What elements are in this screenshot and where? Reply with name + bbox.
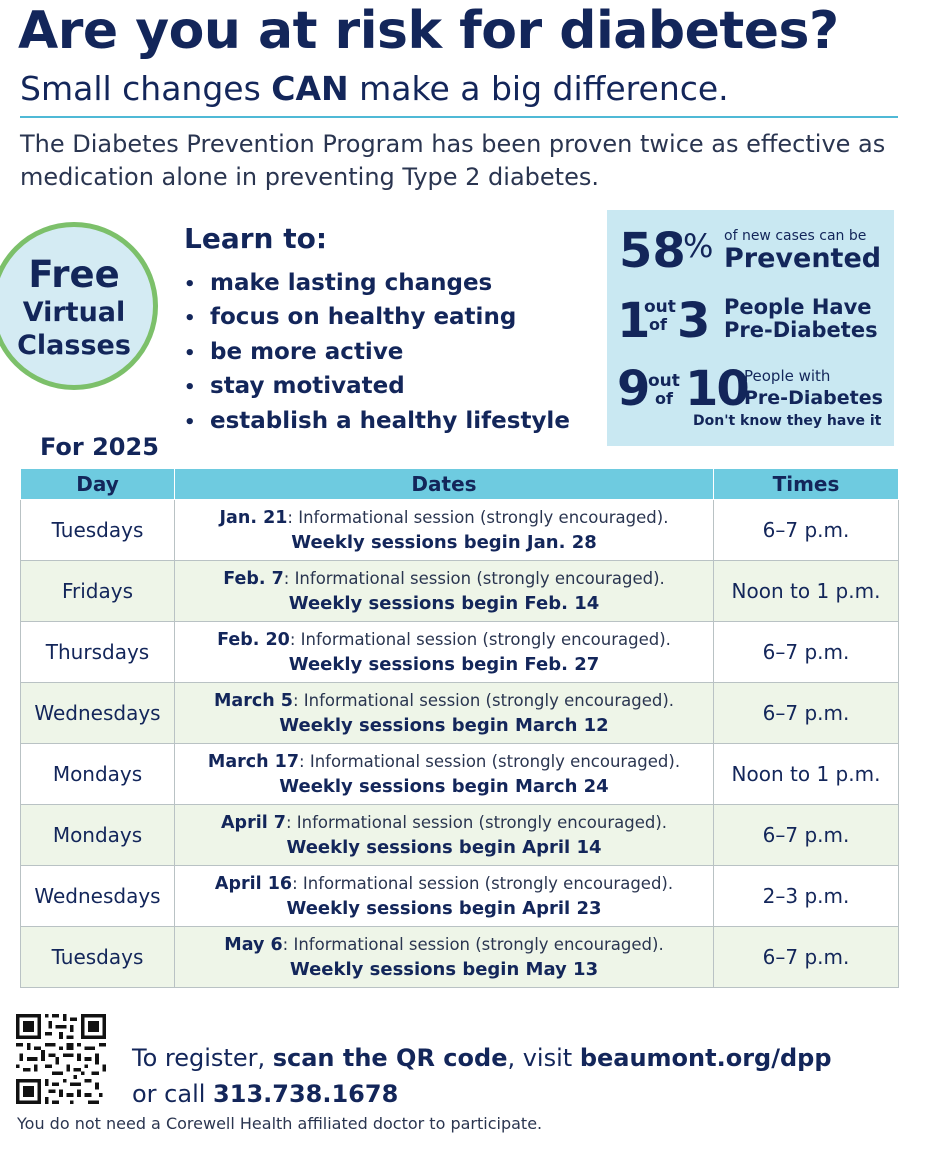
learn-item: [184, 266, 570, 300]
info-text: : Informational session (strongly encouraged).: [292, 690, 674, 710]
info-date: Jan. 21: [219, 507, 288, 528]
row-time: 6–7 p.m.: [714, 683, 899, 744]
info-date: Feb. 7: [223, 568, 284, 589]
row-day: Mondays: [21, 744, 175, 805]
bullet-icon: •: [184, 377, 196, 399]
row-day: Fridays: [21, 561, 175, 622]
stat-9-value: 9: [617, 361, 651, 417]
row-day: Mondays: [21, 805, 175, 866]
register-qr-text: scan the QR code: [272, 1044, 508, 1072]
subheadline: [20, 68, 920, 110]
row-day: Wednesdays: [21, 683, 175, 744]
info-date: April 7: [221, 812, 286, 833]
row-time: 6–7 p.m.: [714, 805, 899, 866]
free-virtual-classes-badge: [0, 222, 158, 390]
column-header-times: Times: [714, 469, 899, 500]
weekly-start: Weekly sessions begin March 24: [279, 775, 609, 797]
weekly-start: Weekly sessions begin Feb. 27: [288, 653, 600, 675]
bullet-icon: •: [184, 411, 196, 433]
weekly-start: Weekly sessions begin Feb. 14: [288, 592, 600, 614]
row-dates: [175, 866, 714, 927]
register-line-1: [132, 1040, 832, 1076]
info-text: : Informational session (strongly encouraged).: [285, 812, 667, 832]
stat-58-value: 58: [619, 223, 686, 279]
info-date: April 16: [214, 873, 293, 894]
weekly-start: Weekly sessions begin Jan. 28: [291, 531, 597, 553]
subhead-part-c: make a big difference.: [348, 69, 729, 108]
info-text: : Informational session (strongly encouraged).: [289, 629, 671, 649]
schedule-year-label: For 2025: [40, 433, 159, 461]
stat-9-of: of: [655, 389, 673, 408]
row-dates: [175, 622, 714, 683]
stat-3-line-2: Pre-Diabetes: [744, 387, 883, 409]
weekly-start: Weekly sessions begin April 14: [286, 836, 602, 858]
learn-item-label: be more active: [210, 338, 404, 365]
learn-item-label: establish a healthy lifestyle: [210, 407, 570, 434]
row-time: 6–7 p.m.: [714, 500, 899, 561]
footnote: You do not need a Corewell Health affiliated doctor to participate.: [17, 1114, 543, 1133]
row-dates: [175, 744, 714, 805]
info-text: : Informational session (strongly encouraged).: [283, 568, 665, 588]
stat-1-out: out: [644, 297, 676, 317]
info-date: May 6: [224, 934, 283, 955]
headline: Are you at risk for diabetes?: [18, 1, 839, 61]
table-row: [21, 927, 899, 988]
register-text-a: To register,: [132, 1044, 273, 1072]
stat-1-of: of: [649, 315, 667, 334]
subhead-emphasis: CAN: [271, 69, 349, 108]
row-time: Noon to 1 p.m.: [714, 561, 899, 622]
learn-item: [184, 335, 570, 369]
learn-item: [184, 404, 570, 438]
row-time: 2–3 p.m.: [714, 866, 899, 927]
weekly-start: Weekly sessions begin April 23: [286, 897, 602, 919]
row-time: Noon to 1 p.m.: [714, 744, 899, 805]
learn-item-label: make lasting changes: [210, 270, 493, 296]
intro-paragraph: The Diabetes Prevention Program has been proven twice as effective as medication alone in preventing Type 2 diabetes.: [20, 130, 886, 191]
row-dates: [175, 805, 714, 866]
weekly-start: Weekly sessions begin March 12: [279, 714, 609, 736]
row-dates: [175, 500, 714, 561]
table-row: [21, 683, 899, 744]
stat-58-label: Prevented: [724, 243, 882, 274]
learn-list: [184, 266, 570, 438]
info-text: : Informational session (strongly encouraged).: [292, 873, 674, 893]
column-header-day: Day: [21, 469, 175, 500]
table-row: [21, 561, 899, 622]
schedule-table: [20, 468, 899, 988]
register-instructions: [132, 1040, 832, 1112]
row-dates: [175, 683, 714, 744]
register-text-c: , visit: [507, 1044, 580, 1072]
info-date: March 17: [207, 751, 300, 772]
table-header-row: [21, 469, 899, 500]
learn-item: [184, 369, 570, 403]
row-time: 6–7 p.m.: [714, 622, 899, 683]
learn-item-label: stay motivated: [210, 373, 405, 400]
table-row: [21, 744, 899, 805]
info-date: March 5: [214, 690, 293, 711]
stat-3-line-1: People with: [744, 367, 831, 385]
stat-3-line-3: Don't know they have it: [693, 413, 882, 429]
badge-line-1: Free: [28, 253, 120, 296]
learn-item: [184, 300, 570, 334]
learn-title: Learn to:: [184, 222, 328, 255]
register-phone-link[interactable]: 313.738.1678: [213, 1080, 399, 1108]
info-date: Feb. 20: [217, 629, 290, 650]
table-row: [21, 622, 899, 683]
stat-58-caption: of new cases can be: [724, 228, 867, 244]
subhead-part-a: Small changes: [20, 69, 272, 108]
weekly-start: Weekly sessions begin May 13: [289, 958, 599, 980]
bullet-icon: •: [184, 308, 196, 330]
stat-9-out: out: [648, 371, 680, 391]
register-url-link[interactable]: beaumont.org/dpp: [579, 1044, 832, 1072]
stat-2-line-1: People Have: [724, 295, 872, 319]
stat-percent-sign: %: [683, 227, 714, 265]
row-time: 6–7 p.m.: [714, 927, 899, 988]
row-dates: [175, 927, 714, 988]
stat-10-value: 10: [685, 361, 748, 417]
badge-line-2: Virtual: [22, 297, 126, 328]
column-header-dates: Dates: [175, 469, 714, 500]
bullet-icon: •: [184, 274, 196, 295]
table-row: [21, 866, 899, 927]
row-day: Thursdays: [21, 622, 175, 683]
bullet-icon: •: [184, 342, 196, 364]
statistics-panel: [607, 210, 894, 446]
badge-line-3: Classes: [17, 330, 131, 361]
row-day: Wednesdays: [21, 866, 175, 927]
register-text-e: or call: [132, 1080, 214, 1108]
info-text: : Informational session (strongly encouraged).: [287, 507, 669, 527]
row-dates: [175, 561, 714, 622]
row-day: Tuesdays: [21, 500, 175, 561]
info-text: : Informational session (strongly encouraged).: [282, 934, 664, 954]
header-divider: [20, 116, 898, 118]
row-day: Tuesdays: [21, 927, 175, 988]
register-line-2: [132, 1076, 832, 1112]
info-text: : Informational session (strongly encouraged).: [299, 751, 681, 771]
stat-3-value: 3: [677, 293, 711, 349]
table-row: [21, 500, 899, 561]
stat-2-line-2: Pre-Diabetes: [724, 318, 878, 342]
qr-code-icon[interactable]: [16, 1014, 106, 1104]
table-row: [21, 805, 899, 866]
learn-item-label: focus on healthy eating: [210, 304, 517, 331]
stat-1-value: 1: [617, 293, 651, 349]
